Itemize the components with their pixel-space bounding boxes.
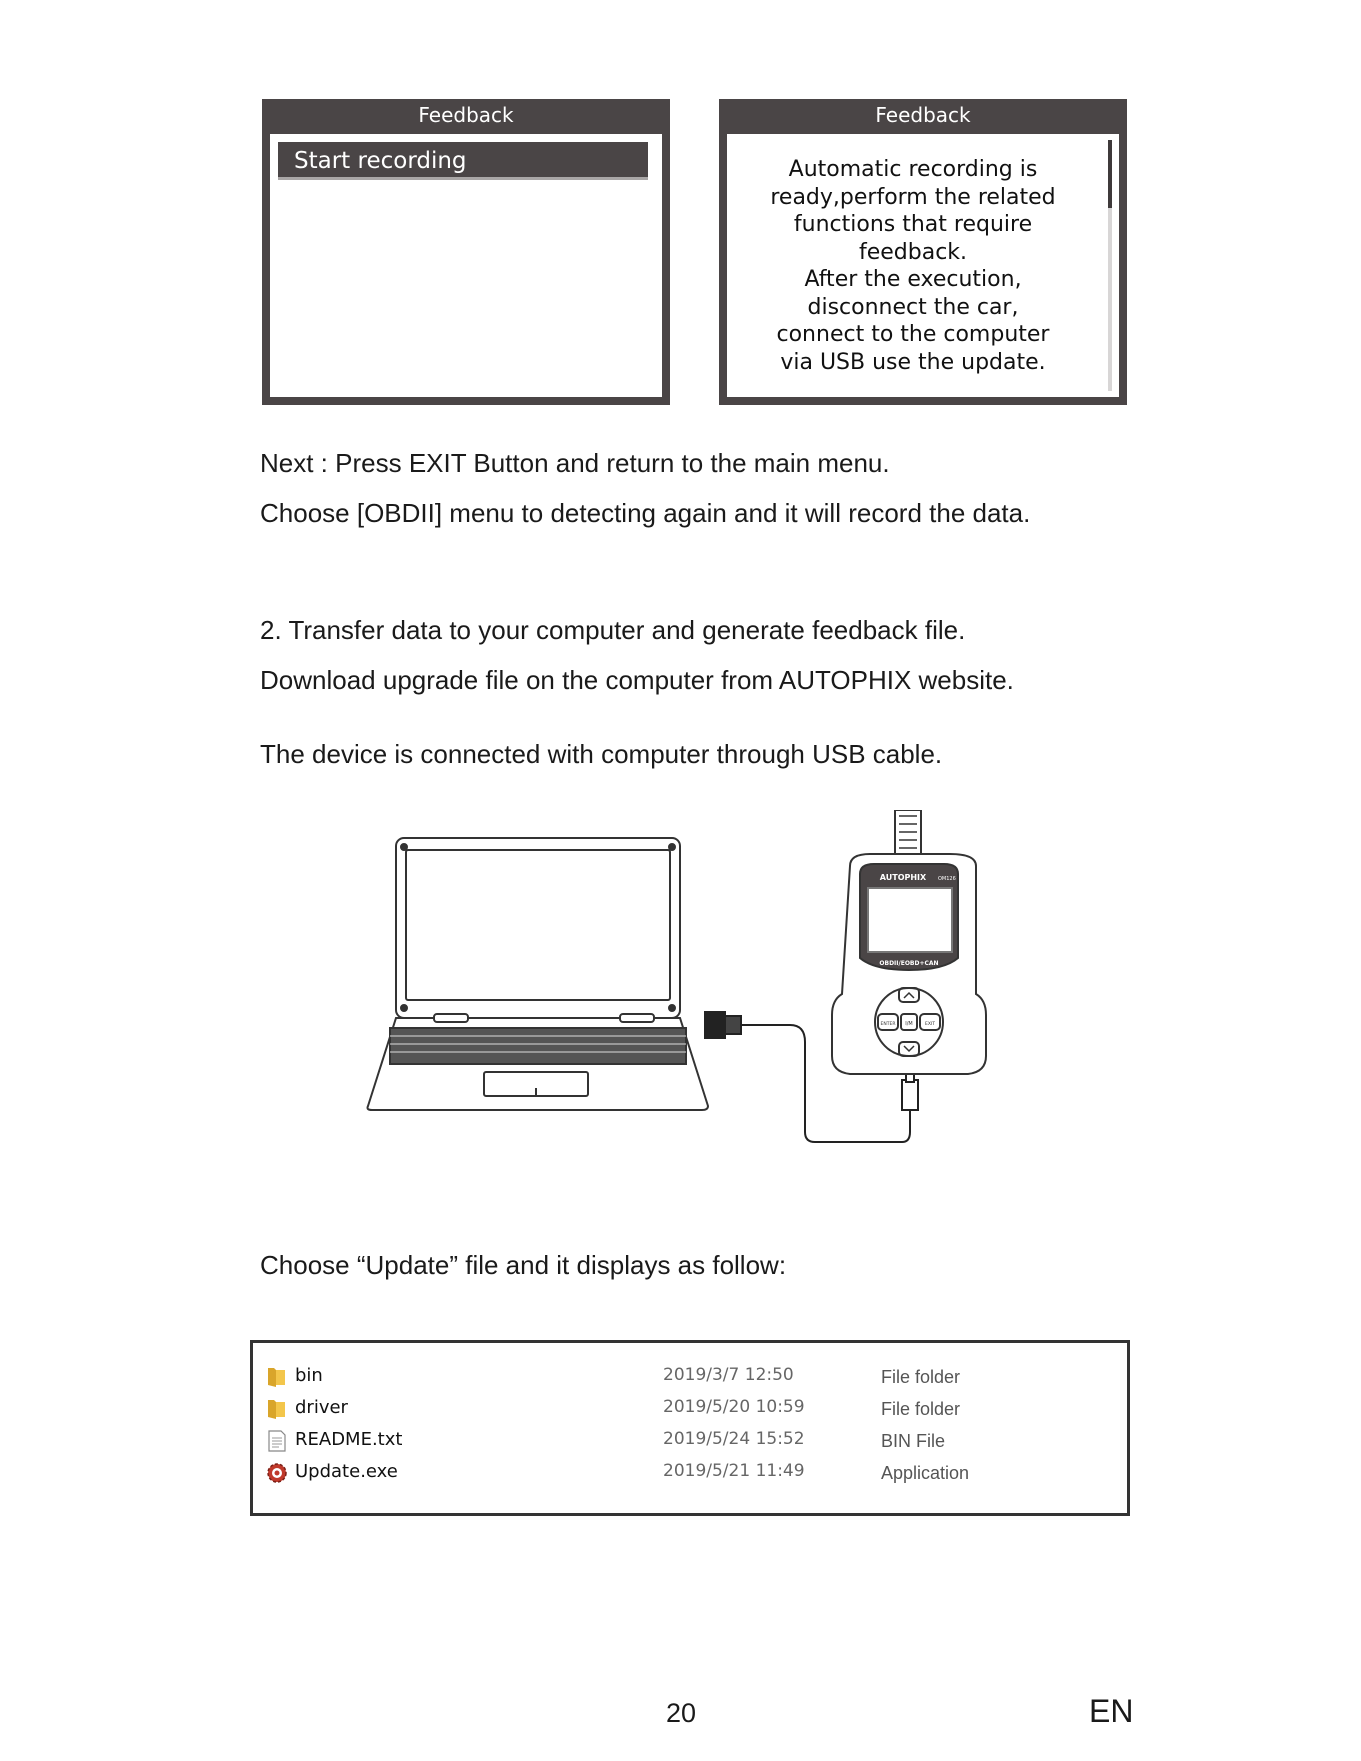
- enter-button-label: ENTER: [880, 1022, 896, 1027]
- file-name: driver: [295, 1397, 348, 1418]
- choose-obd-instruction: Choose [OBDII] menu to detecting again and it will record the data.: [260, 498, 1031, 528]
- file-row-readme[interactable]: [265, 1427, 1105, 1457]
- page-number: 20: [666, 1698, 697, 1728]
- message-line: feedback.: [858, 239, 968, 265]
- feedback-message: [727, 156, 1099, 376]
- screen-title: Feedback: [418, 103, 514, 127]
- file-type: BIN File: [881, 1431, 946, 1451]
- connection-illustration: [360, 810, 1160, 1150]
- file-explorer-listing: [250, 1340, 1130, 1516]
- folder-icon: [265, 1397, 289, 1421]
- screen-body: [270, 134, 662, 397]
- text-file-icon: [265, 1429, 289, 1453]
- file-date: 2019/3/7 12:50: [663, 1365, 794, 1385]
- message-line: ready,perform the related: [770, 184, 1056, 210]
- file-name: Update.exe: [295, 1461, 398, 1482]
- feedback-screen-left: [262, 99, 670, 405]
- device-brand-label: AUTOPHIX: [879, 873, 927, 882]
- file-row-driver[interactable]: [265, 1395, 1105, 1425]
- file-date: 2019/5/20 10:59: [663, 1397, 805, 1417]
- message-line: disconnect the car,: [807, 294, 1019, 320]
- feedback-screen-right: [719, 99, 1127, 405]
- message-line: Automatic recording is: [788, 157, 1038, 182]
- device-protocol-label: OBDII/EOBD+CAN: [879, 960, 939, 967]
- laptop-icon: [368, 838, 709, 1110]
- message-line: connect to the computer: [776, 322, 1050, 347]
- choose-update-instruction: Choose “Update” file and it displays as follow:: [260, 1250, 787, 1280]
- exit-button-label: EXIT: [924, 1022, 936, 1027]
- obd-scanner-icon: [832, 810, 986, 1074]
- language-label: EN: [1089, 1693, 1134, 1729]
- message-line: via USB use the update.: [780, 349, 1046, 375]
- scrollbar[interactable]: [1108, 140, 1112, 391]
- gear-app-icon: [265, 1461, 289, 1485]
- start-recording-item[interactable]: Start recording: [278, 142, 648, 180]
- file-date: 2019/5/21 11:49: [663, 1461, 805, 1481]
- step2-heading: 2. Transfer data to your computer and generate feedback file.: [260, 615, 966, 645]
- file-name: bin: [295, 1365, 323, 1386]
- connection-instruction: The device is connected with computer through USB cable.: [260, 739, 943, 769]
- file-name: README.txt: [295, 1429, 403, 1450]
- file-row-bin[interactable]: [265, 1363, 1105, 1393]
- file-row-update[interactable]: [265, 1459, 1105, 1489]
- download-instruction: Download upgrade file on the computer from AUTOPHIX website.: [260, 665, 1014, 695]
- file-type: File folder: [881, 1399, 961, 1419]
- message-line: functions that require: [793, 212, 1033, 237]
- message-line: After the execution,: [804, 267, 1022, 292]
- next-instruction: Next : Press EXIT Button and return to the main menu.: [260, 448, 890, 478]
- folder-icon: [265, 1365, 289, 1389]
- screen-title: Feedback: [875, 103, 971, 127]
- file-type: Application: [881, 1463, 970, 1483]
- file-date: 2019/5/24 15:52: [663, 1429, 805, 1449]
- scrollbar-thumb[interactable]: [1108, 140, 1112, 208]
- screen-body: [727, 134, 1119, 397]
- im-button-label: I/M: [905, 1021, 913, 1027]
- device-model-label: OM126: [938, 876, 956, 882]
- file-type: File folder: [881, 1367, 961, 1387]
